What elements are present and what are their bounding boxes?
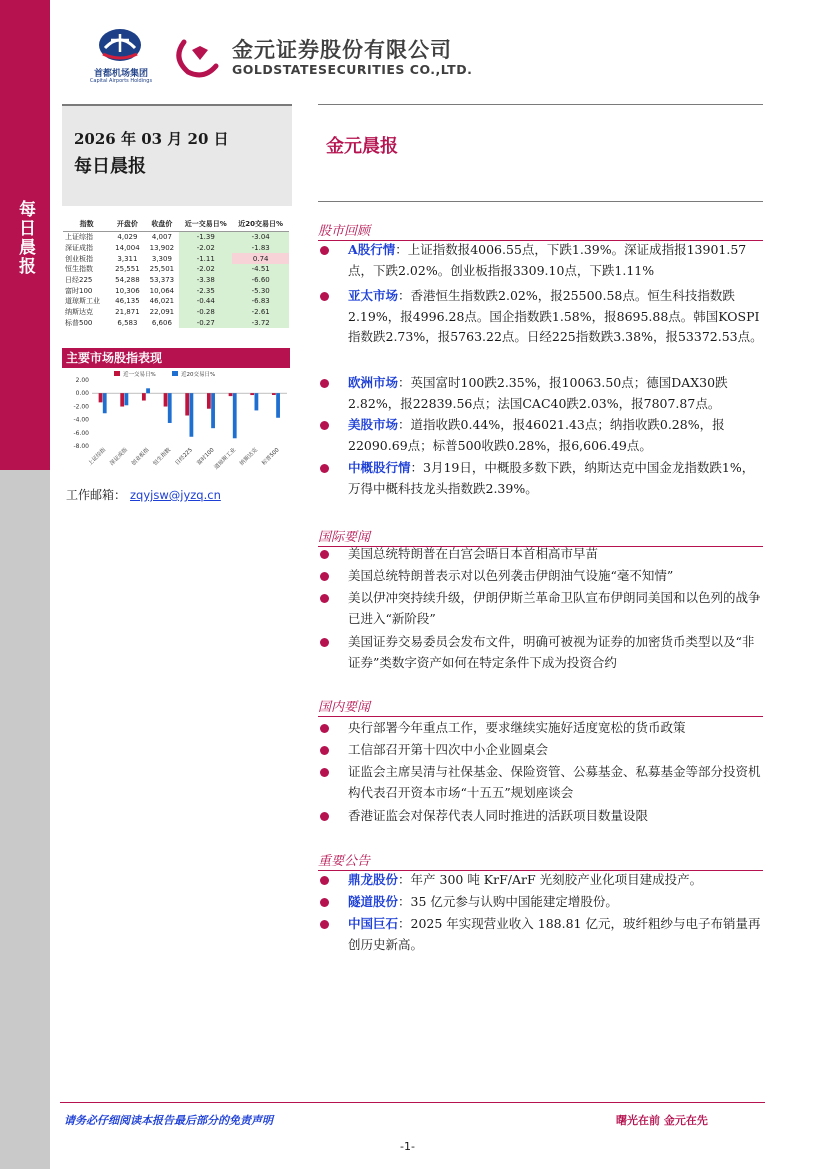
airport-name: 首都机场集团 (93, 69, 148, 79)
section-title-market-review: 股市回顾 (318, 220, 763, 241)
bar (99, 393, 103, 402)
bullet-icon (320, 292, 329, 301)
table-cell: 富时100 (65, 286, 93, 295)
column-header: 收盘价 (145, 217, 179, 232)
bullet-icon (320, 724, 329, 733)
bar (168, 393, 172, 423)
y-tick-label: 2.00 (75, 377, 89, 384)
list-item-text (348, 892, 766, 913)
legend-swatch (114, 371, 120, 376)
index-table (63, 217, 289, 328)
table-cell: -6.60 (232, 275, 289, 286)
side-band-lower (0, 470, 50, 1169)
legend-label: 近20交易日% (181, 372, 216, 378)
list-item-text (348, 286, 766, 348)
table-row (63, 275, 289, 286)
list-item (320, 415, 766, 456)
table-cell: 深证成指 (65, 244, 93, 253)
section-title-domestic-news: 国内要闻 (318, 696, 763, 717)
list-item-body: ：英国富时100跌2.35%，报10063.50点；德国DAX30跌2.82%，报22839.56点；法国CAC40跌2.03%，报7807.87点。 (348, 375, 728, 411)
list-item-body: ：道指收跌0.44%，报46021.43点；纳指收跌0.28%，报22090.69点；标普500收跌0.28%，报6,606.49点。 (348, 417, 725, 453)
market-bar-chart (62, 368, 292, 480)
bar (142, 393, 146, 400)
table-row (63, 243, 289, 254)
table-cell: 46,021 (149, 297, 175, 306)
bar (125, 393, 129, 405)
company-name-en: GOLDSTATESECURITIES CO.,LTD. (232, 62, 473, 77)
table-cell: -5.30 (232, 285, 289, 296)
table-cell: 4,007 (151, 233, 172, 242)
x-tick-label: 标普500 (261, 447, 281, 467)
table-cell: 日经225 (65, 276, 93, 285)
bullet-icon (320, 594, 329, 603)
table-cell: 22,091 (149, 308, 175, 317)
table-cell: 3,309 (151, 254, 172, 263)
list-item-body: ：上证指数报4006.55点，下跌1.39%。深证成指报13901.57点，下跌2.02%。创业板指报3309.10点，下跌1.11% (348, 242, 747, 278)
bar (190, 393, 194, 437)
x-tick-label: 纳斯达克 (239, 447, 259, 467)
bar (276, 393, 280, 418)
bar (103, 393, 107, 413)
x-tick-label: 创业板指 (130, 447, 151, 467)
header-rule (318, 104, 763, 105)
email-label: 工作邮箱： (66, 488, 127, 502)
bar (146, 388, 150, 393)
list-item-text (348, 373, 766, 414)
list-item (320, 806, 766, 827)
list-item-text (348, 458, 766, 499)
list-item (320, 566, 766, 587)
bullet-icon (320, 572, 329, 581)
table-cell: 恒生指数 (65, 265, 93, 274)
table-cell: -0.27 (179, 318, 232, 329)
table-cell: 上证综指 (65, 233, 93, 242)
column-header: 开盘价 (110, 217, 144, 232)
list-item (320, 458, 766, 499)
table-cell: 10,306 (115, 286, 140, 295)
x-tick-label: 富时100 (196, 447, 216, 467)
list-item-text (348, 914, 766, 955)
email-link[interactable]: zqyjsw@jyzq.cn (130, 488, 221, 502)
bullet-icon (320, 550, 329, 559)
bar (272, 393, 276, 395)
table-cell: 0.74 (232, 253, 289, 264)
list-item-keyword: 中国巨石 (348, 916, 399, 931)
bullet-icon (320, 876, 329, 885)
y-tick-label: -6.00 (73, 429, 89, 437)
bar (185, 393, 189, 415)
bullet-icon (320, 920, 329, 929)
footer-rule (60, 1102, 765, 1103)
page-number: -1- (400, 1140, 415, 1153)
report-date: 2026 年 03 月 20 日 (74, 130, 229, 148)
table-cell: 纳斯达克 (65, 308, 93, 317)
y-tick-label: -8.00 (73, 443, 89, 450)
column-header: 近一交易日% (179, 217, 232, 232)
table-cell: 创业板指 (65, 254, 93, 263)
airport-logo-icon (97, 28, 143, 62)
table-cell: 标普500 (65, 318, 93, 327)
company-name-cn: 金元证券股份有限公司 (232, 38, 452, 62)
table-cell: -3.38 (179, 275, 232, 286)
list-item (320, 544, 766, 565)
bullet-icon (320, 768, 329, 777)
table-cell: 道琼斯工业 (65, 297, 100, 306)
bar (255, 393, 259, 410)
list-item (320, 632, 766, 673)
footer-slogan: 曙光在前 金元在先 (616, 1114, 708, 1127)
goldstate-logo-icon (170, 36, 224, 78)
table-cell: 54,288 (115, 276, 140, 285)
table-cell: -2.61 (232, 307, 289, 318)
legend-label: 近一交易日% (123, 372, 156, 378)
bullet-icon (320, 638, 329, 647)
y-tick-label: 0.00 (75, 390, 89, 398)
list-item (320, 914, 766, 955)
list-item-body: ：3月19日，中概股多数下跌，纳斯达克中国金龙指数跌1%，万得中概科技龙头指数跌2.39%。 (348, 460, 755, 496)
bullet-icon (320, 464, 329, 473)
table-row (63, 296, 289, 307)
table-cell: 14,004 (115, 244, 140, 253)
list-item (320, 718, 766, 739)
table-cell: 3,311 (117, 254, 138, 263)
list-item-text: 美国总统特朗普表示对以色列袭击伊朗油气设施“毫不知情” (348, 568, 674, 583)
list-item-keyword: 鼎龙股份 (348, 872, 399, 887)
table-row (63, 285, 289, 296)
header-rule-bottom (318, 201, 763, 202)
section-title-announcements: 重要公告 (318, 850, 763, 871)
list-item-keyword: 亚太市场 (348, 288, 399, 303)
section-title-intl-news: 国际要闻 (318, 526, 763, 547)
list-item-body: ：年产 300 吨 KrF/ArF 光刻胶产业化项目建成投产。 (398, 872, 703, 887)
table-cell: 46,135 (115, 297, 140, 306)
list-item (320, 286, 766, 348)
list-item (320, 240, 766, 281)
table-cell: -1.83 (232, 243, 289, 254)
table-cell: 4,029 (117, 233, 138, 242)
column-header: 近20交易日% (232, 217, 289, 232)
list-item-text: 香港证监会对保荐代表人同时推进的活跃项目数量设限 (348, 808, 649, 823)
list-item-text (348, 415, 766, 456)
column-header: 指数 (63, 217, 110, 232)
table-cell: 10,064 (149, 286, 175, 295)
footer-disclaimer: 请务必仔细阅读本报告最后部分的免责声明 (64, 1114, 273, 1127)
airport-name-en: Capital Airports Holdings (89, 78, 153, 84)
x-tick-label: 道琼斯工业 (213, 447, 238, 471)
list-item-text: 美国证券交易委员会发布文件，明确可被视为证券的加密货币类型以及“非证券”类数字资产如何在特定条件下成为投资合约 (348, 634, 755, 670)
list-item-text: 美以伊冲突持续升级，伊朗伊斯兰革命卫队宣布伊朗同美国和以色列的战争已进入“新阶段” (348, 590, 761, 626)
table-row (63, 307, 289, 318)
list-item (320, 588, 766, 629)
bar (207, 393, 211, 409)
table-cell: -2.02 (179, 264, 232, 275)
brand-title: 金元晨报 (326, 136, 398, 157)
table-cell: -3.04 (232, 232, 289, 243)
bar (164, 393, 168, 406)
table-cell: 25,551 (115, 265, 140, 274)
list-item-text: 美国总统特朗普在白宫会晤日本首相高市早苗 (348, 546, 599, 561)
table-cell: 6,606 (151, 318, 172, 327)
list-item-text (348, 870, 766, 891)
list-item-body: ：35 亿元参与认购中国能建定增股份。 (398, 894, 618, 909)
list-item-body: ：香港恒生指数跌2.02%，报25500.58点。恒生科技指数跌2.19%，报4996.28点。国企指数跌1.58%，报8695.88点。韩国KOSPI指数跌2.73%，报5763.22点。日经225指数跌3.38%，报53372.53点。 (348, 288, 763, 345)
x-tick-label: 恒生指数 (152, 447, 173, 467)
bullet-icon (320, 898, 329, 907)
table-cell: 25,501 (149, 265, 175, 274)
bar (120, 393, 124, 406)
table-cell: -1.11 (179, 253, 232, 264)
table-cell: -4.51 (232, 264, 289, 275)
bar (229, 393, 233, 396)
legend-swatch (172, 371, 178, 376)
bullet-icon (320, 421, 329, 430)
list-item (320, 892, 766, 913)
list-item (320, 740, 766, 761)
y-tick-label: -2.00 (73, 403, 89, 411)
bullet-icon (320, 246, 329, 255)
x-tick-label: 深证成指 (109, 447, 129, 467)
list-item-keyword: 中概股行情 (348, 460, 411, 475)
list-item-keyword: 欧洲市场 (348, 375, 399, 390)
list-item-text: 证监会主席吴清与社保基金、保险资管、公募基金、私募基金等部分投资机构代表召开资本市场“十五五”规划座谈会 (348, 764, 761, 800)
market-chart-title: 主要市场股指表现 (62, 348, 290, 368)
table-cell: 21,871 (115, 308, 140, 317)
table-row (63, 253, 289, 264)
list-item-text: 工信部召开第十四次中小企业圆桌会 (348, 742, 549, 757)
table-cell: 53,373 (149, 276, 175, 285)
list-item-keyword: A股行情 (348, 242, 396, 257)
bullet-icon (320, 812, 329, 821)
table-cell: -2.35 (179, 285, 232, 296)
bullet-icon (320, 746, 329, 755)
list-item (320, 870, 766, 891)
table-cell: -0.44 (179, 296, 232, 307)
x-tick-label: 日经225 (174, 447, 194, 467)
list-item-keyword: 隧道股份 (348, 894, 399, 909)
list-item (320, 373, 766, 414)
x-tick-label: 上证综指 (87, 447, 108, 467)
list-item-text (348, 240, 766, 281)
side-band-label: 每日晨报 (15, 200, 35, 276)
list-item-keyword: 美股市场 (348, 417, 399, 432)
table-cell: 6,583 (117, 318, 138, 327)
bullet-icon (320, 379, 329, 388)
table-row (63, 232, 289, 243)
table-cell: 13,902 (149, 244, 175, 253)
list-item (320, 762, 766, 803)
table-cell: -1.39 (179, 232, 232, 243)
list-item-text: 央行部署今年重点工作，要求继续实施好适度宽松的货币政策 (348, 720, 686, 735)
table-row (63, 264, 289, 275)
table-cell: -0.28 (179, 307, 232, 318)
email-line (66, 486, 221, 503)
table-cell: -2.02 (179, 243, 232, 254)
table-cell: -3.72 (232, 318, 289, 329)
list-item-body: ：2025 年实现营业收入 188.81 亿元，玻纤粗纱与电子布销量再创历史新高。 (348, 916, 761, 952)
table-row (63, 318, 289, 329)
y-tick-label: -4.00 (73, 416, 89, 424)
table-cell: -6.83 (232, 296, 289, 307)
report-title: 每日晨报 (74, 156, 146, 177)
bar (233, 393, 237, 438)
bar (211, 393, 215, 428)
bar (250, 393, 254, 395)
